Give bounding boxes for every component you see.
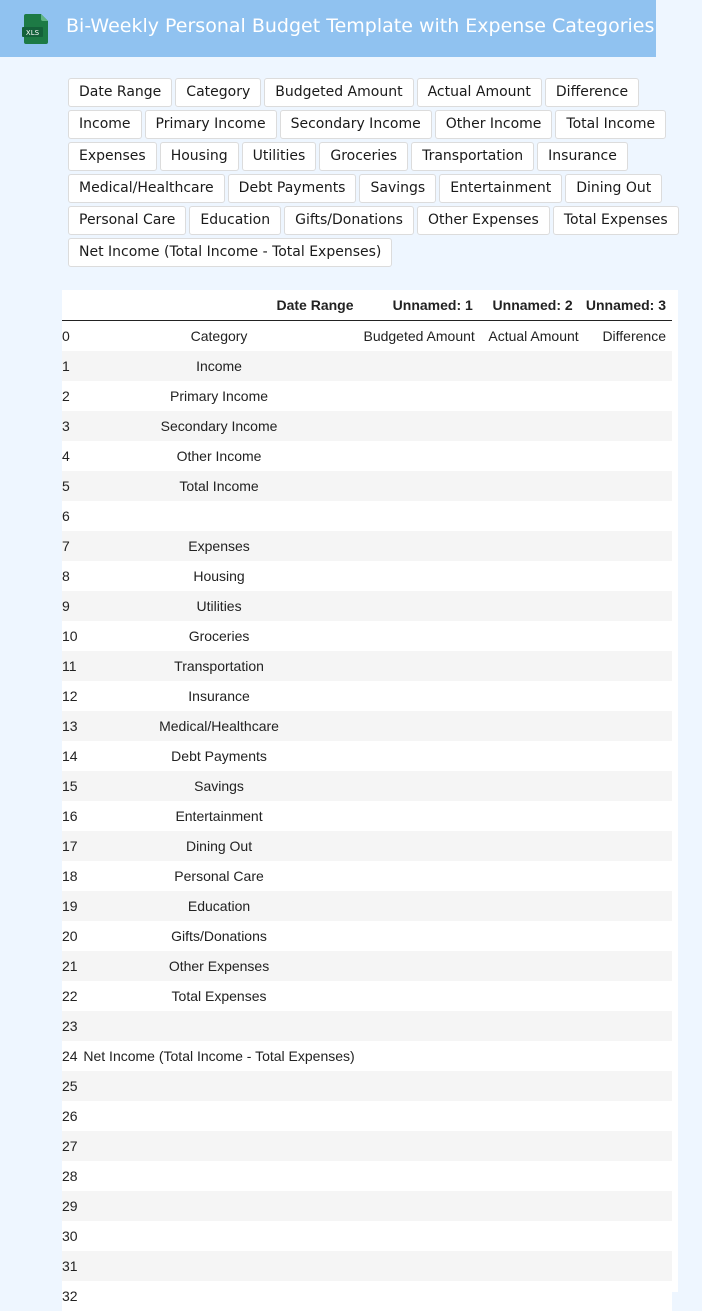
table-cell[interactable] (479, 831, 579, 861)
table-cell[interactable] (479, 921, 579, 951)
table-cell[interactable] (360, 771, 479, 801)
table-row (62, 921, 672, 951)
table-cell[interactable] (479, 801, 579, 831)
column-tag[interactable]: Medical/Healthcare (68, 174, 225, 203)
table-cell[interactable] (360, 681, 479, 711)
row-index: 20 (62, 921, 79, 951)
table-cell[interactable] (479, 441, 579, 471)
table-cell[interactable] (79, 1011, 360, 1041)
column-tag[interactable]: Actual Amount (417, 78, 542, 107)
row-index: 25 (62, 1071, 79, 1101)
column-tag[interactable]: Groceries (319, 142, 408, 171)
table-row (62, 501, 672, 531)
table-cell[interactable] (579, 681, 672, 711)
table-cell[interactable] (79, 1251, 360, 1281)
table-row (62, 441, 672, 471)
table-cell[interactable] (360, 861, 479, 891)
row-index: 16 (62, 801, 79, 831)
table-cell[interactable]: Groceries (79, 621, 360, 651)
table-cell[interactable] (579, 921, 672, 951)
table-cell[interactable] (579, 651, 672, 681)
table-cell[interactable] (360, 441, 479, 471)
table-cell[interactable] (360, 381, 479, 411)
table-cell[interactable] (579, 381, 672, 411)
table-row (62, 591, 672, 621)
table-cell[interactable] (579, 981, 672, 1011)
row-index: 4 (62, 441, 79, 471)
table-cell[interactable]: Difference (579, 321, 672, 352)
table-row (62, 771, 672, 801)
table-cell[interactable] (479, 1281, 579, 1311)
table-cell[interactable] (579, 741, 672, 771)
row-index: 2 (62, 381, 79, 411)
table-cell[interactable]: Gifts/Donations (79, 921, 360, 951)
svg-text:XLS: XLS (26, 29, 40, 37)
table-cell[interactable]: Medical/Healthcare (79, 711, 360, 741)
row-index: 31 (62, 1251, 79, 1281)
column-tag[interactable]: Dining Out (565, 174, 662, 203)
page-title: Bi-Weekly Personal Budget Template with Expense Categories (66, 15, 654, 37)
table-cell[interactable] (479, 411, 579, 441)
table-cell[interactable] (579, 1221, 672, 1251)
table-row (62, 891, 672, 921)
column-tag[interactable]: Primary Income (145, 110, 277, 139)
table-row (62, 951, 672, 981)
row-index: 15 (62, 771, 79, 801)
table-cell[interactable] (360, 531, 479, 561)
row-index: 19 (62, 891, 79, 921)
table-cell[interactable] (479, 981, 579, 1011)
column-header[interactable]: Date Range (79, 290, 360, 321)
row-index: 0 (62, 321, 79, 352)
column-header[interactable]: Unnamed: 3 (579, 290, 672, 321)
table-row (62, 831, 672, 861)
table-cell[interactable] (579, 351, 672, 381)
table-row (62, 741, 672, 771)
table-cell[interactable] (360, 501, 479, 531)
table-cell[interactable] (360, 801, 479, 831)
table-cell[interactable] (360, 1041, 479, 1071)
table-row (62, 1251, 672, 1281)
table-cell[interactable] (360, 411, 479, 441)
table-cell[interactable] (579, 411, 672, 441)
table-cell[interactable] (79, 1281, 360, 1311)
table-cell[interactable] (360, 981, 479, 1011)
table-cell[interactable] (479, 381, 579, 411)
table-cell[interactable] (579, 1071, 672, 1101)
table-cell[interactable] (479, 1041, 579, 1071)
xls-file-icon (22, 14, 50, 44)
table-cell[interactable] (479, 591, 579, 621)
column-tag[interactable]: Budgeted Amount (264, 78, 413, 107)
table-cell[interactable]: Personal Care (79, 861, 360, 891)
table-row (62, 1161, 672, 1191)
table-cell[interactable]: Entertainment (79, 801, 360, 831)
column-tag[interactable]: Savings (359, 174, 436, 203)
table-cell[interactable]: Transportation (79, 651, 360, 681)
table-cell[interactable] (579, 711, 672, 741)
table-body (62, 321, 672, 1311)
table-cell[interactable] (579, 891, 672, 921)
table-cell[interactable]: Budgeted Amount (360, 321, 479, 352)
table-row (62, 981, 672, 1011)
table-cell[interactable] (479, 1101, 579, 1131)
column-tag[interactable]: Personal Care (68, 206, 186, 235)
table-cell[interactable] (360, 561, 479, 591)
table-cell[interactable] (360, 951, 479, 981)
table-row (62, 381, 672, 411)
column-tag[interactable]: Total Expenses (553, 206, 679, 235)
column-tag[interactable]: Transportation (411, 142, 534, 171)
table-row (62, 321, 672, 352)
table-cell[interactable] (479, 501, 579, 531)
table-row (62, 1101, 672, 1131)
table-cell[interactable] (479, 621, 579, 651)
table-cell[interactable]: Secondary Income (79, 411, 360, 441)
column-tag[interactable]: Date Range (68, 78, 172, 107)
data-table (62, 290, 672, 1311)
table-row (62, 351, 672, 381)
table-cell[interactable] (579, 1191, 672, 1221)
table-cell[interactable] (360, 831, 479, 861)
table-cell[interactable] (360, 471, 479, 501)
table-cell[interactable] (579, 951, 672, 981)
table-row (62, 711, 672, 741)
table-header-row (62, 290, 672, 321)
table-cell[interactable]: Total Income (79, 471, 360, 501)
table-row (62, 681, 672, 711)
row-index: 21 (62, 951, 79, 981)
row-index: 32 (62, 1281, 79, 1311)
row-index: 27 (62, 1131, 79, 1161)
table-cell[interactable] (360, 741, 479, 771)
table-cell[interactable] (360, 1101, 479, 1131)
table-row (62, 621, 672, 651)
table-cell[interactable] (479, 771, 579, 801)
column-tag[interactable]: Other Expenses (417, 206, 550, 235)
table-row (62, 651, 672, 681)
table-cell[interactable] (360, 1281, 479, 1311)
table-cell[interactable]: Total Expenses (79, 981, 360, 1011)
table-cell[interactable]: Income (79, 351, 360, 381)
table-row (62, 411, 672, 441)
table-row (62, 1041, 672, 1071)
column-tag[interactable]: Secondary Income (280, 110, 432, 139)
row-index: 28 (62, 1161, 79, 1191)
table-cell[interactable]: Savings (79, 771, 360, 801)
row-index: 26 (62, 1101, 79, 1131)
table-cell[interactable] (579, 801, 672, 831)
column-tag[interactable]: Other Income (435, 110, 553, 139)
column-header[interactable]: Unnamed: 2 (479, 290, 579, 321)
table-row (62, 531, 672, 561)
table-cell[interactable] (360, 1221, 479, 1251)
column-tag[interactable]: Expenses (68, 142, 157, 171)
table-cell[interactable] (479, 891, 579, 921)
table-cell[interactable] (479, 1131, 579, 1161)
table-cell[interactable] (360, 1131, 479, 1161)
column-tag[interactable]: Income (68, 110, 142, 139)
row-index: 8 (62, 561, 79, 591)
table-cell[interactable] (360, 891, 479, 921)
table-cell[interactable] (579, 1041, 672, 1071)
table-row (62, 471, 672, 501)
column-tag-list (68, 78, 693, 267)
table-cell[interactable]: Primary Income (79, 381, 360, 411)
table-cell[interactable]: Debt Payments (79, 741, 360, 771)
table-cell[interactable]: Category (79, 321, 360, 352)
spreadsheet-view[interactable] (68, 290, 678, 1292)
row-index: 18 (62, 861, 79, 891)
table-cell[interactable]: Housing (79, 561, 360, 591)
table-cell[interactable] (360, 1071, 479, 1101)
table-cell[interactable]: Insurance (79, 681, 360, 711)
table-cell[interactable]: Actual Amount (479, 321, 579, 352)
table-cell[interactable] (479, 741, 579, 771)
table-cell[interactable]: Other Expenses (79, 951, 360, 981)
column-tag[interactable]: Net Income (Total Income - Total Expenses) (68, 238, 392, 267)
table-cell[interactable] (479, 711, 579, 741)
table-cell[interactable] (579, 471, 672, 501)
title-bar (0, 0, 656, 57)
table-cell[interactable] (579, 1281, 672, 1311)
column-tag[interactable]: Category (175, 78, 261, 107)
row-index: 9 (62, 591, 79, 621)
row-index: 13 (62, 711, 79, 741)
row-index: 17 (62, 831, 79, 861)
row-index: 24 (62, 1041, 79, 1071)
table-cell[interactable] (579, 1161, 672, 1191)
row-index: 23 (62, 1011, 79, 1041)
column-header[interactable] (62, 290, 79, 321)
table-cell[interactable]: Utilities (79, 591, 360, 621)
table-cell[interactable] (579, 621, 672, 651)
table-cell[interactable] (360, 711, 479, 741)
table-cell[interactable] (479, 951, 579, 981)
table-cell[interactable] (479, 1161, 579, 1191)
table-cell[interactable] (479, 651, 579, 681)
row-index: 1 (62, 351, 79, 381)
table-cell[interactable] (79, 1071, 360, 1101)
table-row (62, 561, 672, 591)
table-cell[interactable] (579, 501, 672, 531)
table-row (62, 861, 672, 891)
row-index: 12 (62, 681, 79, 711)
table-cell[interactable] (479, 1221, 579, 1251)
row-index: 11 (62, 651, 79, 681)
table-cell[interactable] (579, 591, 672, 621)
row-index: 5 (62, 471, 79, 501)
table-cell[interactable] (579, 831, 672, 861)
table-cell[interactable] (479, 1191, 579, 1221)
table-cell[interactable]: Other Income (79, 441, 360, 471)
table-cell[interactable] (79, 1161, 360, 1191)
table-cell[interactable] (360, 1251, 479, 1281)
table-row (62, 1281, 672, 1311)
row-index: 30 (62, 1221, 79, 1251)
table-cell[interactable] (579, 1011, 672, 1041)
table-row (62, 1221, 672, 1251)
table-cell[interactable] (479, 861, 579, 891)
table-cell[interactable] (479, 681, 579, 711)
table-cell[interactable] (579, 1251, 672, 1281)
table-cell[interactable] (479, 1251, 579, 1281)
row-index: 29 (62, 1191, 79, 1221)
table-cell[interactable] (360, 591, 479, 621)
table-cell[interactable] (360, 1011, 479, 1041)
table-cell[interactable] (579, 861, 672, 891)
row-index: 14 (62, 741, 79, 771)
column-tag[interactable]: Insurance (537, 142, 628, 171)
table-cell[interactable] (479, 531, 579, 561)
table-cell[interactable]: Dining Out (79, 831, 360, 861)
table-row (62, 1011, 672, 1041)
table-cell[interactable] (79, 1101, 360, 1131)
table-cell[interactable] (579, 561, 672, 591)
table-cell[interactable] (579, 531, 672, 561)
table-cell[interactable] (579, 771, 672, 801)
table-cell[interactable] (360, 1191, 479, 1221)
column-tag[interactable]: Difference (545, 78, 639, 107)
table-cell[interactable] (360, 621, 479, 651)
row-index: 7 (62, 531, 79, 561)
column-tag[interactable]: Gifts/Donations (284, 206, 414, 235)
column-header[interactable]: Unnamed: 1 (360, 290, 479, 321)
table-cell[interactable] (579, 441, 672, 471)
row-index: 6 (62, 501, 79, 531)
table-row (62, 1131, 672, 1161)
table-row (62, 801, 672, 831)
table-cell[interactable] (79, 501, 360, 531)
table-cell[interactable] (360, 921, 479, 951)
table-cell[interactable] (479, 471, 579, 501)
table-cell[interactable] (79, 1221, 360, 1251)
column-tag[interactable]: Housing (160, 142, 239, 171)
table-cell[interactable] (579, 1131, 672, 1161)
table-cell[interactable] (360, 1161, 479, 1191)
table-cell[interactable] (79, 1191, 360, 1221)
table-cell[interactable] (360, 351, 479, 381)
table-cell[interactable] (79, 1131, 360, 1161)
table-cell[interactable] (579, 1101, 672, 1131)
row-index: 22 (62, 981, 79, 1011)
table-cell[interactable] (479, 1011, 579, 1041)
table-row (62, 1071, 672, 1101)
table-cell[interactable] (360, 651, 479, 681)
column-tag[interactable]: Total Income (555, 110, 666, 139)
table-cell[interactable]: Education (79, 891, 360, 921)
column-tag[interactable]: Entertainment (439, 174, 562, 203)
table-cell[interactable] (479, 561, 579, 591)
table-cell[interactable] (479, 1071, 579, 1101)
column-tag[interactable]: Education (189, 206, 281, 235)
table-cell[interactable]: Expenses (79, 531, 360, 561)
row-index: 3 (62, 411, 79, 441)
column-tag[interactable]: Utilities (242, 142, 317, 171)
row-index: 10 (62, 621, 79, 651)
table-cell[interactable] (479, 351, 579, 381)
table-row (62, 1191, 672, 1221)
table-cell[interactable]: Net Income (Total Income - Total Expenses) (79, 1041, 360, 1071)
column-tag[interactable]: Debt Payments (228, 174, 357, 203)
